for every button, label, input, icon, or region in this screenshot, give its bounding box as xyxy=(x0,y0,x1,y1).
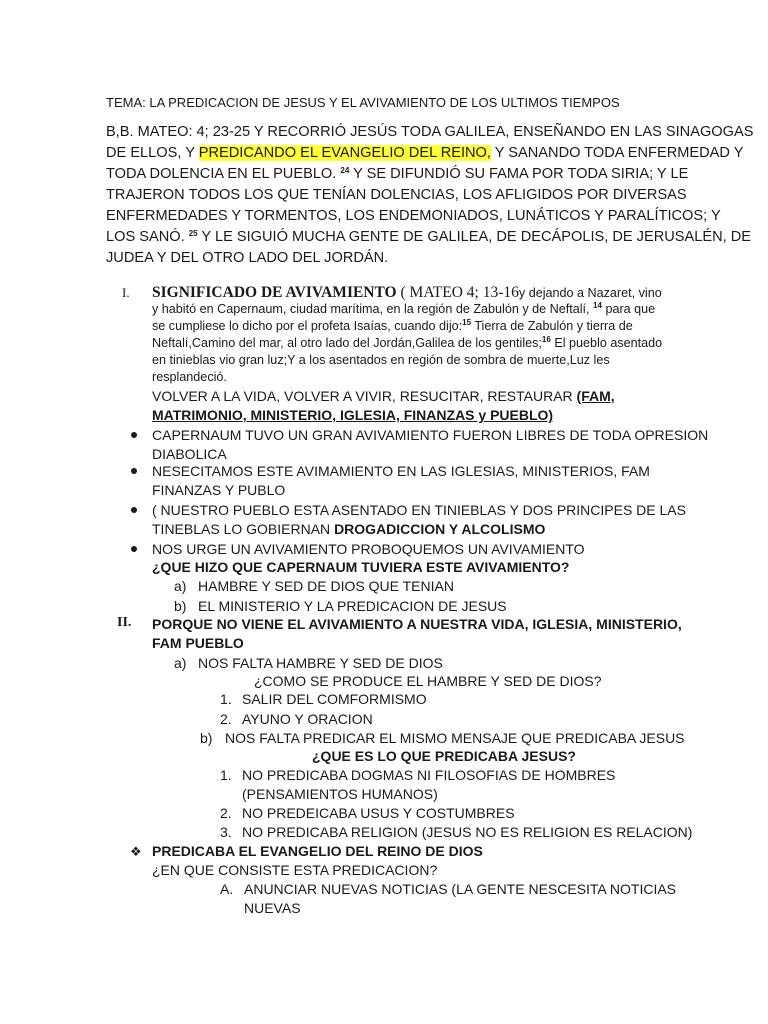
verse-number: 25 xyxy=(188,229,198,238)
scripture-line: se cumpliese lo dicho por el profeta Isaías, cuando dijo:$^{15}$ Tierra de Zabulón y tierra de xyxy=(152,318,633,333)
definition-line: VOLVER A LA VIDA, VOLVER A VIVIR, RESUCITAR, RESTAURAR (FAM, xyxy=(152,388,615,404)
list-label: 3. xyxy=(220,824,232,840)
list-label: a) xyxy=(174,655,187,671)
bullet-dot xyxy=(131,468,137,474)
bullet-dot xyxy=(131,432,137,438)
verse-number: 14 xyxy=(593,301,602,310)
verse-number: 24 xyxy=(340,166,350,175)
list-label: a) xyxy=(174,578,187,594)
sub-question: ¿COMO SE PRODUCE EL HAMBRE Y SED DE DIOS? xyxy=(254,673,602,689)
scripture-line: y habitó en Capernaum, ciudad marítima, en la región de Zabulón y de Neftalí, $^{14}$ para que xyxy=(152,301,656,316)
list-item: SALIR DEL COMFORMISMO xyxy=(242,691,427,707)
scripture-line: resplandeció. xyxy=(152,370,227,384)
list-label: 1. xyxy=(220,691,232,707)
list-item: ( NUESTRO PUEBLO ESTA ASENTADO EN TINIEBLAS Y DOS PRINCIPES DE LAS xyxy=(152,502,686,518)
list-item: CAPERNAUM TUVO UN GRAN AVIVAMIENTO FUERON LIBRES DE TODA OPRESION xyxy=(152,427,709,443)
section-question: ¿QUE HIZO QUE CAPERNAUM TUVIERA ESTE AVIVAMIENTO? xyxy=(152,559,570,575)
list-item: NO PREDICABA RELIGION (JESUS NO ES RELIGION ES RELACION) xyxy=(242,824,693,840)
list-label: b) xyxy=(200,730,213,746)
list-item: DIABOLICA xyxy=(152,446,227,462)
list-item: HAMBRE Y SED DE DIOS QUE TENIAN xyxy=(198,578,454,594)
list-label: b) xyxy=(174,598,187,614)
scripture-line: Neftalí,Camino del mar, al otro lado del Jordán,Galilea de los gentiles;$^{16}$ El pueblo asentado xyxy=(152,335,663,350)
list-item: NOS FALTA HAMBRE Y SED DE DIOS xyxy=(198,655,443,671)
section-question: ¿EN QUE CONSISTE ESTA PREDICACION? xyxy=(152,862,438,878)
intro-line: TRAJERON TODOS LOS QUE TENÍAN DOLENCIAS, LOS AFLIGIDOS POR DIVERSAS xyxy=(106,187,687,203)
intro-line: B,B. MATEO: 4; 23-25 Y RECORRIÓ JESÚS TODA GALILEA, ENSEÑANDO EN LAS SINAGOGAS xyxy=(106,124,754,140)
sub-question: ¿QUE ES LO QUE PREDICABA JESUS? xyxy=(312,748,576,764)
intro-line: LOS SANÓ. $^{25}$ Y LE SIGUIÓ MUCHA GENTE DE GALILEA, DE DECÁPOLIS, DE JERUSALÉN, DE xyxy=(106,229,752,245)
list-item: NESECITAMOS ESTE AVIMAMIENTO EN LAS IGLESIAS, MINISTERIOS, FAM xyxy=(152,463,650,479)
section-numeral: I. xyxy=(122,285,130,300)
list-label: 1. xyxy=(220,767,232,783)
list-label: A. xyxy=(220,881,234,897)
definition-line: MATRIMONIO, MINISTERIO, IGLESIA, FINANZAS y PUEBLO) xyxy=(152,407,554,423)
diamond-bullet-icon: ❖ xyxy=(130,844,142,859)
section-numeral: II. xyxy=(117,615,132,630)
list-item: AYUNO Y ORACION xyxy=(242,711,373,727)
highlighted-phrase: PREDICANDO EL EVANGELIO DEL REINO, xyxy=(198,145,491,161)
section-heading: SIGNIFICADO DE AVIVAMIENTO ( MATEO 4; 13-16y dejando a Nazaret, vino xyxy=(152,284,662,301)
list-item: EL MINISTERIO Y LA PREDICACION DE JESUS xyxy=(198,598,507,614)
list-item: NO PREDICABA DOGMAS NI FILOSOFIAS DE HOMBRES xyxy=(242,767,616,783)
section-heading: PORQUE NO VIENE EL AVIVAMIENTO A NUESTRA VIDA, IGLESIA, MINISTERIO, xyxy=(152,616,682,632)
scripture-line: en tinieblas vio gran luz;Y a los asentados en región de sombra de muerte,Luz les xyxy=(152,353,610,367)
list-item: NOS FALTA PREDICAR EL MISMO MENSAJE QUE PREDICABA JESUS xyxy=(225,730,685,746)
list-item: ANUNCIAR NUEVAS NOTICIAS (LA GENTE NESCESITA NOTICIAS xyxy=(244,881,677,897)
intro-line: JUDEA Y DEL OTRO LADO DEL JORDÁN. xyxy=(106,250,389,266)
bullet-dot xyxy=(131,507,137,513)
intro-line: ENFERMEDADES Y TORMENTOS, LOS ENDEMONIADOS, LUNÁTICOS Y PARALÍTICOS; Y xyxy=(106,208,721,224)
list-item: FINANZAS Y PUBLO xyxy=(152,482,286,498)
list-item: NOS URGE UN AVIVAMIENTO PROBOQUEMOS UN AVIVAMIENTO xyxy=(152,541,585,557)
list-item: (PENSAMIENTOS HUMANOS) xyxy=(242,786,438,802)
list-label: 2. xyxy=(220,805,232,821)
list-item: NO PREDEICABA USUS Y COSTUMBRES xyxy=(242,805,515,821)
intro-line: TODA DOLENCIA EN EL PUEBLO. $^{24}$ Y SE DIFUNDIÓ SU FAMA POR TODA SIRIA; Y LE xyxy=(106,166,689,182)
list-item: TINEBLAS LO GOBIERNAN DROGADICCION Y ALCOLISMO xyxy=(152,521,546,537)
intro-line: DE ELLOS, Y PREDICANDO EL EVANGELIO DEL REINO, Y SANANDO TODA ENFERMEDAD Y xyxy=(106,145,744,161)
verse-number: 15 xyxy=(462,318,472,327)
list-item: NUEVAS xyxy=(244,900,301,916)
list-label: 2. xyxy=(220,711,232,727)
document-title: TEMA: LA PREDICACION DE JESUS Y EL AVIVAMIENTO DE LOS ULTIMOS TIEMPOS xyxy=(106,95,620,110)
section-heading: PREDICABA EL EVANGELIO DEL REINO DE DIOS xyxy=(152,843,483,859)
bullet-dot xyxy=(131,546,137,552)
section-heading: FAM PUEBLO xyxy=(152,635,244,651)
verse-number: 16 xyxy=(541,335,551,344)
